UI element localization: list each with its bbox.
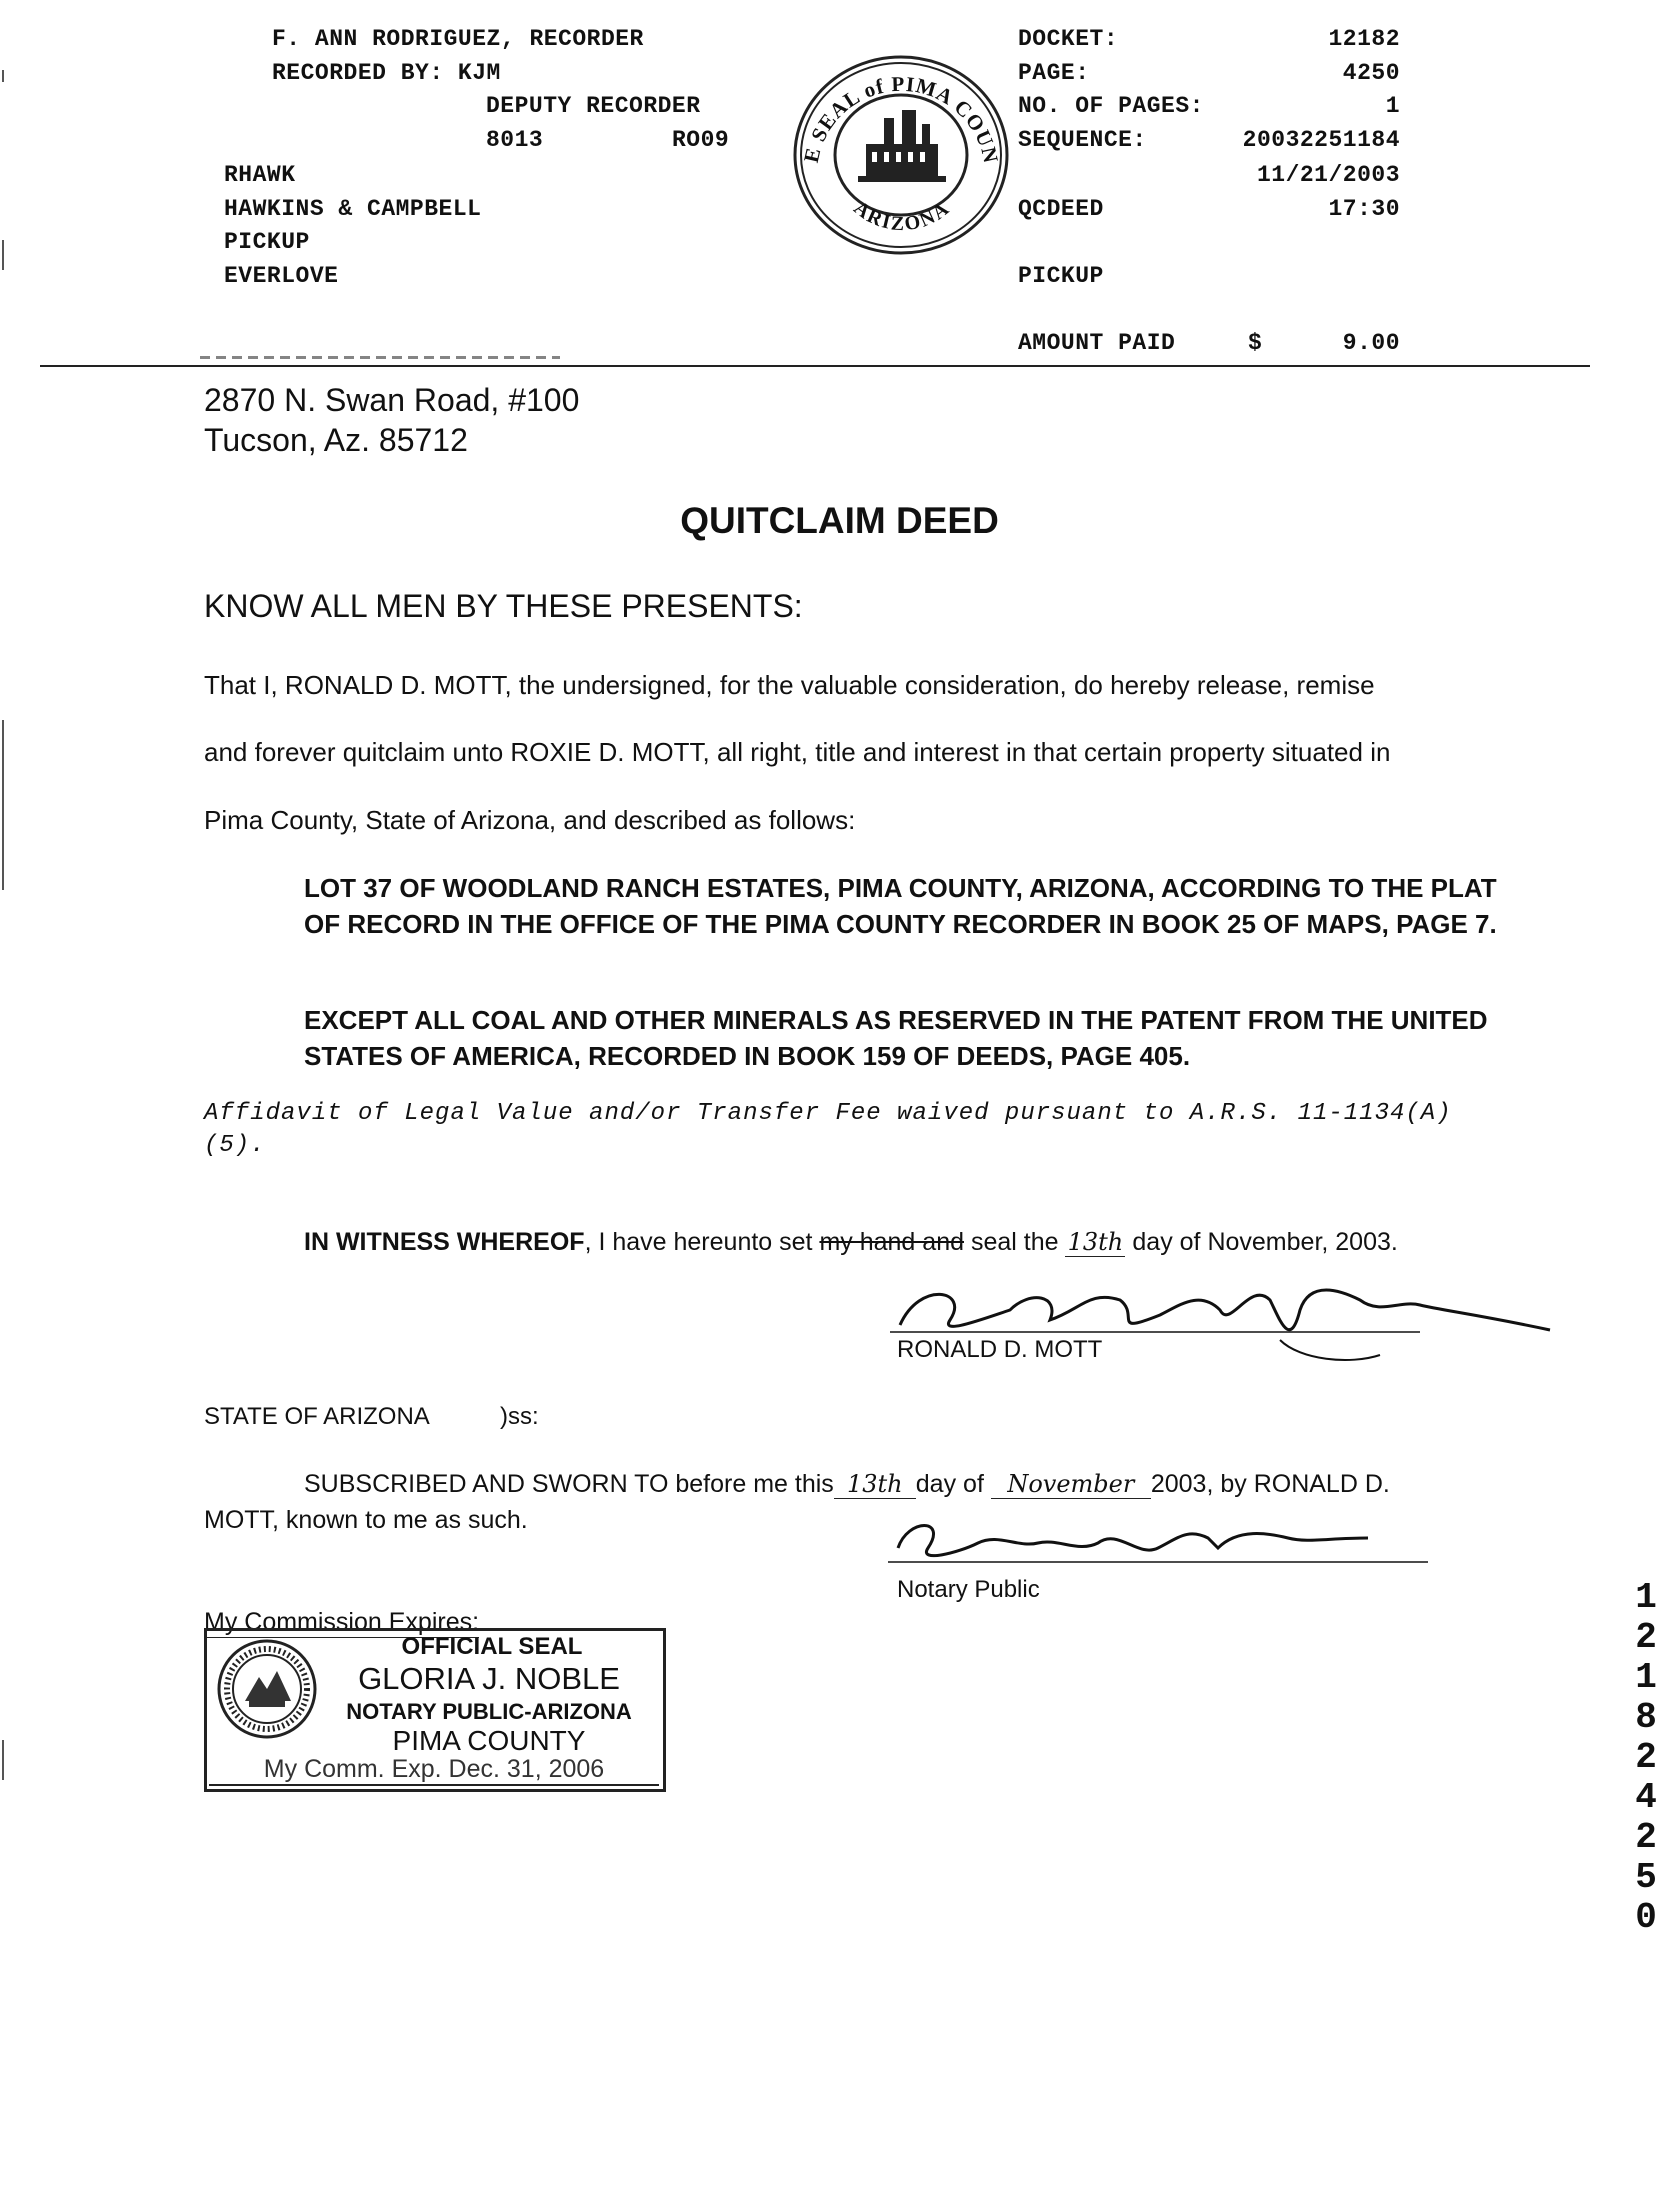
conveyance-line: Pima County, State of Arizona, and described as follows:: [204, 805, 856, 835]
party-name: PICKUP: [224, 229, 310, 255]
affidavit-note: Affidavit of Legal Value and/or Transfer Fee waived pursuant to A.R.S. 11-1134(A)(5).: [204, 1100, 1452, 1159]
county-seal-graphic: [788, 52, 1014, 258]
opening-clause: KNOW ALL MEN BY THESE PRESENTS:: [204, 588, 803, 624]
stamp-heading: OFFICIAL SEAL: [401, 1633, 583, 1660]
pages-label: NO. OF PAGES:: [1018, 93, 1204, 119]
county-seal: [788, 52, 1014, 258]
venue-ss: )ss:: [500, 1403, 539, 1430]
document-title: QUITCLAIM DEED: [680, 500, 999, 541]
witness-text: day of November, 2003.: [1125, 1228, 1398, 1256]
stamp-notary-name: GLORIA J. NOBLE: [358, 1661, 620, 1696]
address-line: 2870 N. Swan Road, #100: [204, 382, 580, 418]
amount-currency: $: [1248, 330, 1263, 356]
scan-mark: [2, 240, 4, 270]
jurat-text: 2003, by RONALD D.: [1150, 1470, 1390, 1498]
docket-label: DOCKET:: [1018, 26, 1119, 52]
page-label: PAGE:: [1018, 60, 1090, 86]
signature-graphic: [888, 1508, 1428, 1578]
mineral-exception: EXCEPT ALL COAL AND OTHER MINERALS AS RESERVED IN THE PATENT FROM THE UNITED STATES OF AMERICA, RECORDED IN BOOK 159 OF DEEDS, PAGE 405.: [304, 1005, 1488, 1071]
notary-label: Notary Public: [897, 1576, 1040, 1603]
grantor-name: RONALD D. MOTT: [897, 1336, 1103, 1363]
handwritten-day: 13th: [1065, 1228, 1125, 1257]
legal-description: LOT 37 OF WOODLAND RANCH ESTATES, PIMA COUNTY, ARIZONA, ACCORDING TO THE PLAT OF RECORD IN THE OFFICE OF THE PIMA COUNTY RECORDER IN BOOK 25 OF MAPS, PAGE 7.: [304, 873, 1497, 939]
return-address: [204, 380, 579, 460]
margin-digit: 1: [1635, 1657, 1657, 1698]
document-type: QCDEED: [1018, 196, 1104, 222]
margin-digit: 2: [1635, 1737, 1657, 1778]
handwritten-month: November: [991, 1470, 1151, 1499]
margin-digit: 1: [1635, 1577, 1657, 1618]
jurat-text: day of: [915, 1470, 984, 1498]
party-name: HAWKINS & CAMPBELL: [224, 196, 482, 222]
recorder-code: 8013: [486, 127, 544, 153]
docket-value: 12182: [1328, 26, 1400, 52]
party-name: RHAWK: [224, 162, 296, 188]
record-time: 17:30: [1328, 196, 1400, 222]
witness-clause: [304, 1228, 1398, 1257]
witness-heading: IN WITNESS WHEREOF: [304, 1228, 585, 1256]
address-line: Tucson, Az. 85712: [204, 422, 468, 458]
witness-text: , I have hereunto set: [584, 1228, 820, 1256]
stamp-notary-title: NOTARY PUBLIC-ARIZONA: [346, 1699, 632, 1724]
sequence-value: 20032251184: [1242, 127, 1400, 153]
recorder-code: RO09: [672, 127, 730, 153]
stamp-expiry: My Comm. Exp. Dec. 31, 2006: [209, 1755, 659, 1786]
notary-stamp: [204, 1628, 666, 1792]
page-value: 4250: [1342, 60, 1400, 86]
margin-digit: 4: [1635, 1777, 1657, 1818]
struck-text: my hand and: [819, 1228, 964, 1256]
svg-text:ARIZONA: [850, 197, 955, 236]
notary-signature: [888, 1508, 1428, 1578]
amount-value: 9.00: [1342, 330, 1400, 356]
jurat-line2: MOTT, known to me as such.: [204, 1506, 528, 1534]
venue-state: STATE OF ARIZONA: [204, 1403, 430, 1430]
margin-digit: 5: [1635, 1857, 1657, 1898]
scan-mark: [2, 1740, 4, 1780]
margin-digit: 2: [1635, 1817, 1657, 1858]
cut-off-attorney-line: [200, 352, 560, 366]
stamp-county: PIMA COUNTY: [392, 1725, 586, 1756]
record-date: 11/21/2003: [1256, 162, 1400, 188]
witness-text: seal the: [964, 1228, 1066, 1256]
margin-docket-number: [1628, 1578, 1664, 1778]
jurat-text: SUBSCRIBED AND SWORN TO before me this: [304, 1470, 834, 1498]
commission-label: My Commission Expires:: [204, 1608, 480, 1636]
recorder-name: F. ANN RODRIGUEZ, RECORDER: [272, 26, 644, 52]
arizona-seal-icon: [215, 1637, 319, 1741]
conveyance-line: and forever quitclaim unto ROXIE D. MOTT, all right, title and interest in that certain property situated in: [204, 737, 1391, 767]
scan-mark: [2, 720, 4, 890]
handwritten-day: 13th: [834, 1470, 916, 1499]
seal-top-text: E SEAL of PIMA COUN: [798, 71, 1004, 166]
delivery-method: PICKUP: [1018, 263, 1104, 289]
party-name: EVERLOVE: [224, 263, 339, 289]
seal-bottom-text: ARIZONA: [849, 196, 955, 236]
jurat: [304, 1470, 1390, 1499]
scan-mark: [2, 70, 4, 82]
margin-digit: 0: [1635, 1897, 1657, 1938]
deputy-recorder: DEPUTY RECORDER: [486, 93, 701, 119]
conveyance-line: That I, RONALD D. MOTT, the undersigned, for the valuable consideration, do hereby release, remise: [204, 670, 1375, 700]
margin-digit: 8: [1635, 1697, 1657, 1738]
margin-digit: 2: [1635, 1617, 1657, 1658]
pages-value: 1: [1385, 93, 1400, 119]
sequence-label: SEQUENCE:: [1018, 127, 1147, 153]
margin-page-number: [1628, 1778, 1664, 1938]
amount-label: AMOUNT PAID: [1018, 330, 1176, 356]
recorded-by: RECORDED BY: KJM: [272, 60, 501, 86]
